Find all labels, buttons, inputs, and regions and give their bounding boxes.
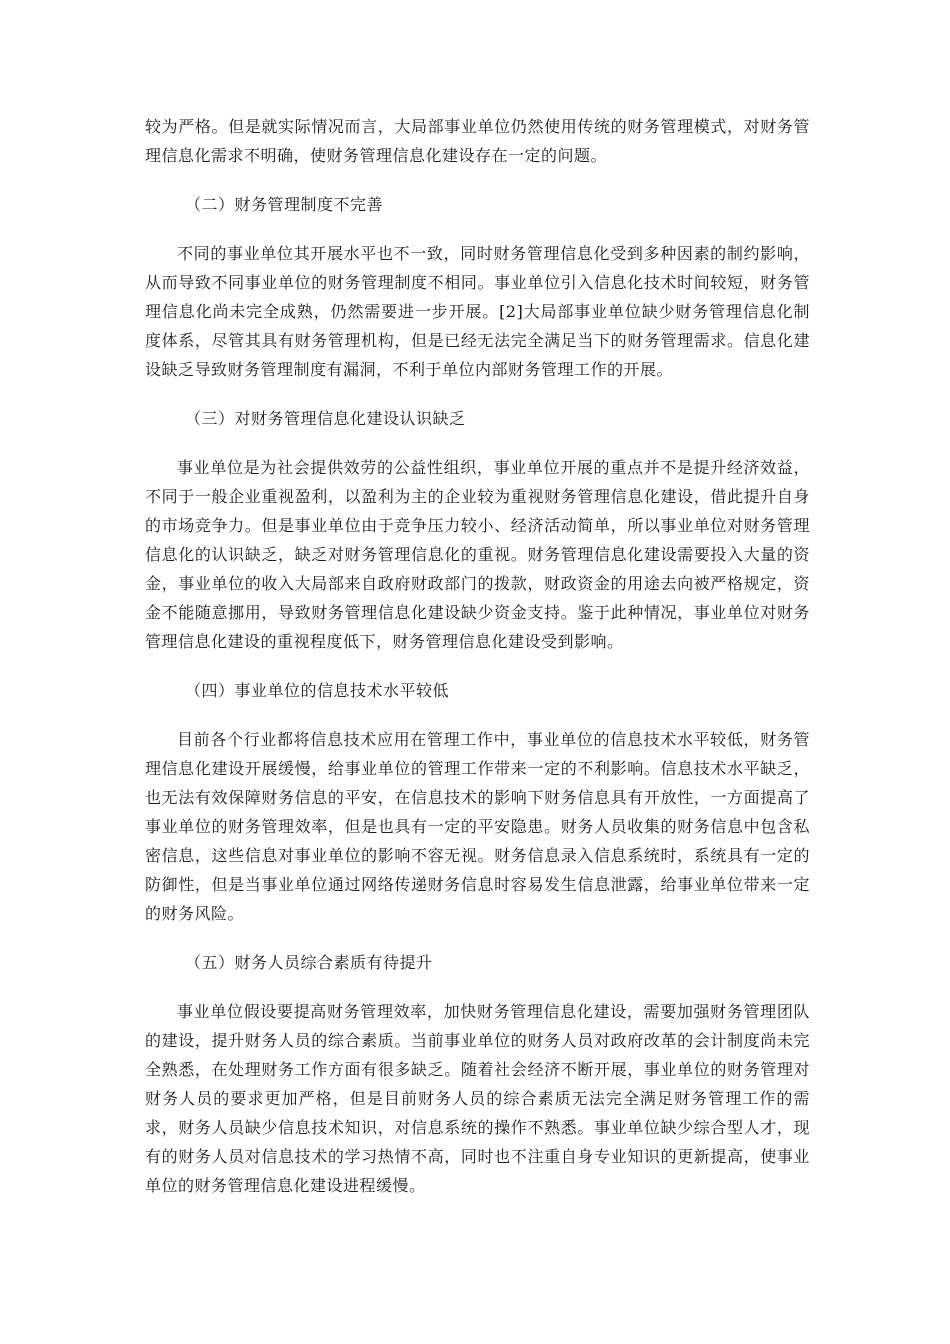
paragraph-5: 事业单位假设要提高财务管理效率，加快财务管理信息化建设，需要加强财务管理团队的建设，提升财务人员的综合素质。当前事业单位的财务人员对政府改革的会计制度尚未完全熟悉，在处理财务工作方面有很多缺乏。随着社会经济不断开展，事业单位的财务管理对财务人员的要求更加严格，但是目前财务人员的综合素质无法完全满足财务管理工作的需求，财务人员缺少信息技术知识，对信息系统的操作不熟悉。事业单位缺少综合型人才，现有的财务人员对信息技术的学习热情不高，同时也不注重自身专业知识的更新提高，使事业单位的财务管理信息化建设进程缓慢。 <box>145 1002 810 1195</box>
paragraph-3: 事业单位是为社会提供效劳的公益性组织，事业单位开展的重点并不是提升经济效益，不同于一般企业重视盈利，以盈利为主的企业较为重视财务管理信息化建设，借此提升自身的市场竞争力。但是事业单位由于竞争压力较小、经济活动简单，所以事业单位对财务管理信息化的认识缺乏，缺乏对财务管理信息化的重视。财务管理信息化建设需要投入大量的资金，事业单位的收入大局部来自政府财政部门的拨款，财政资金的用途去向被严格规定，资金不能随意挪用，导致财务管理信息化建设缺少资金支持。鉴于此种情况，事业单位对财务管理信息化建设的重视程度低下，财务管理信息化建设受到影响。 <box>145 458 810 651</box>
paragraph-continuation: 较为严格。但是就实际情况而言，大局部事业单位仍然使用传统的财务管理模式，对财务管理信息化需求不明确，使财务管理信息化建设存在一定的问题。 <box>145 117 810 165</box>
paragraph-2: 不同的事业单位其开展水平也不一致，同时财务管理信息化受到多种因素的制约影响，从而导致不同事业单位的财务管理制度不相同。事业单位引入信息化技术时间较短，财务管理信息化尚未完全成熟，仍然需要进一步开展。[2]大局部事业单位缺少财务管理信息化制度体系，尽管其具有财务管理机构，但是已经无法完全满足当下的财务管理需求。信息化建设缺乏导致财务管理制度有漏洞，不利于单位内部财务管理工作的开展。 <box>145 244 810 379</box>
section-heading-5: （五）财务人员综合素质有待提升 <box>185 953 433 972</box>
section-heading-2: （二）财务管理制度不完善 <box>185 195 384 214</box>
section-heading-3: （三）对财务管理信息化建设认识缺乏 <box>185 409 466 428</box>
document-body <box>145 112 810 1220</box>
section-heading-4: （四）事业单位的信息技术水平较低 <box>185 681 450 700</box>
paragraph-4: 目前各个行业都将信息技术应用在管理工作中，事业单位的信息技术水平较低，财务管理信息化建设开展缓慢，给事业单位的管理工作带来一定的不利影响。信息技术水平缺乏，也无法有效保障财务信息的平安，在信息技术的影响下财务信息具有开放性，一方面提高了事业单位的财务管理效率，但是也具有一定的平安隐患。财务人员收集的财务信息中包含私密信息，这些信息对事业单位的影响不容无视。财务信息录入信息系统时，系统具有一定的防御性，但是当事业单位通过网络传递财务信息时容易发生信息泄露，给事业单位带来一定的财务风险。 <box>145 730 810 923</box>
